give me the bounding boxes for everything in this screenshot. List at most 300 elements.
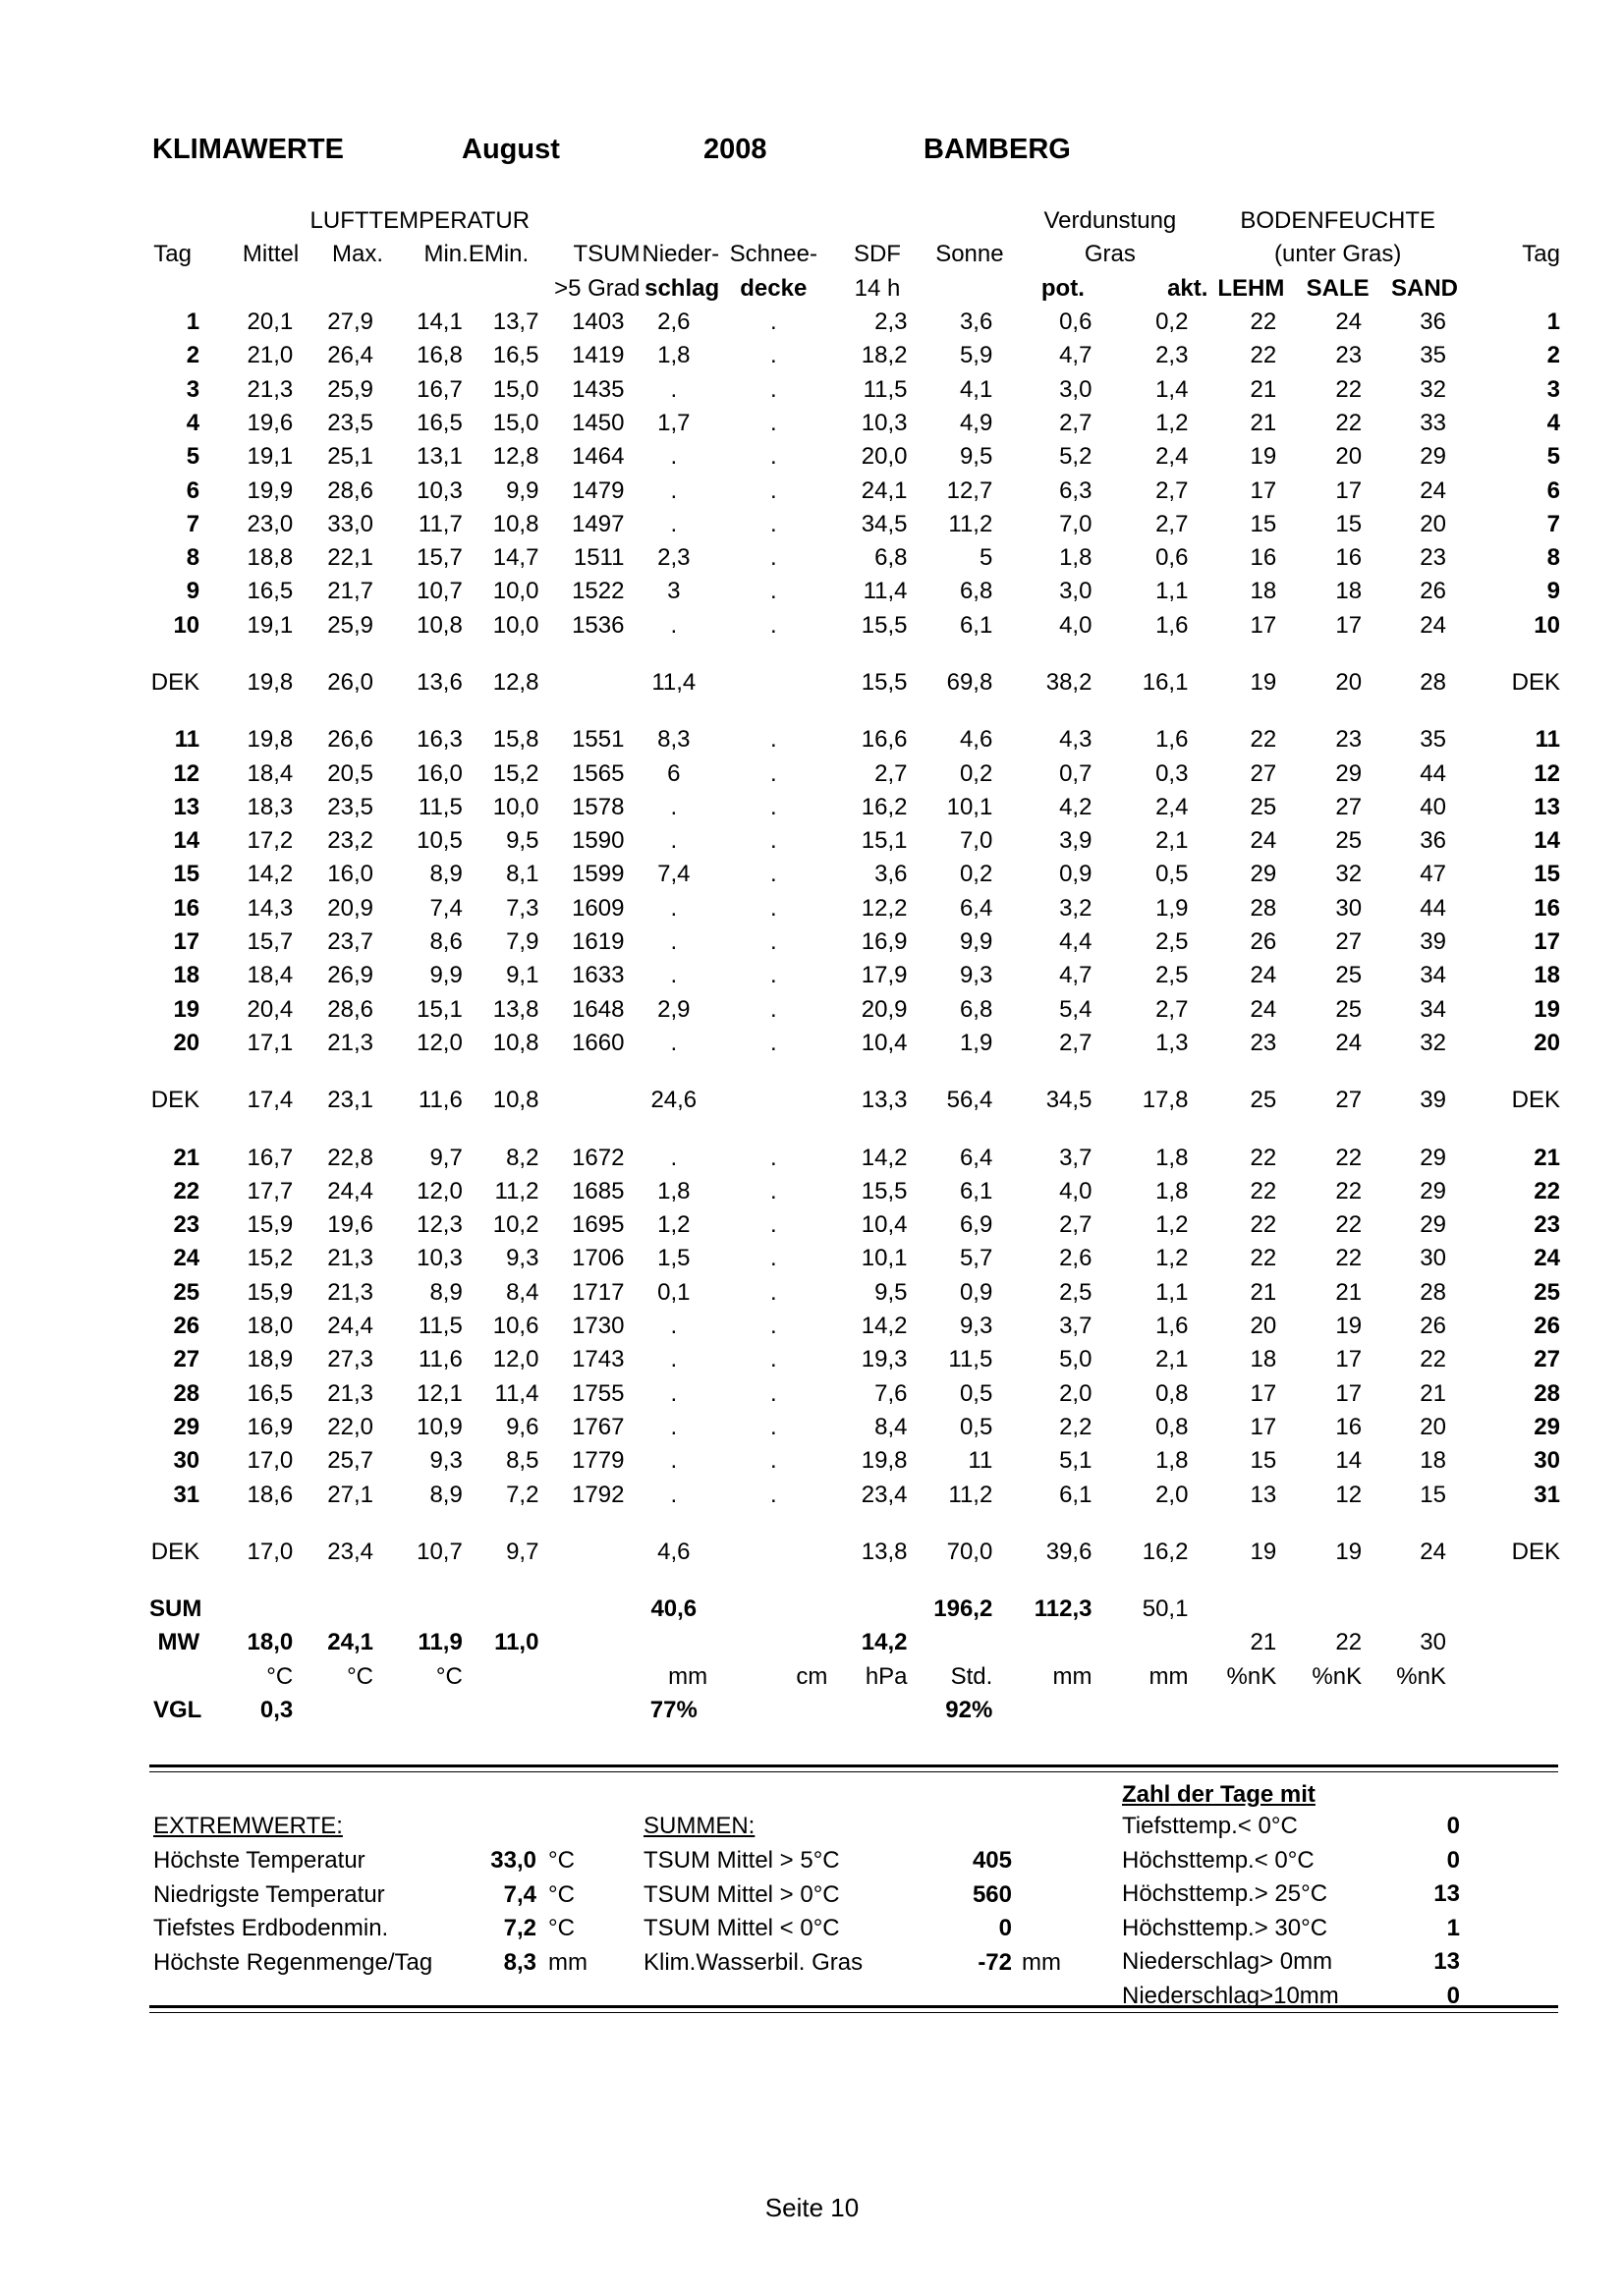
tsum-cell: 1619 [572,928,625,956]
tsum-cell: 1464 [572,443,625,471]
sonne-cell: 6,8 [959,995,993,1023]
max-cell: 20,9 [327,894,374,922]
lehm-cell: 26 [1250,928,1277,956]
spacer-row [145,1117,1560,1141]
sale-cell: 24 [1335,1029,1363,1056]
table-row [145,1175,1560,1208]
sale-cell: 17 [1335,611,1363,639]
tsum-cell: 1522 [572,578,625,605]
verd-pot-cell: 4,7 [1059,962,1092,989]
min-cell: 10,9 [417,1413,463,1440]
max-cell: 21,3 [327,1379,374,1407]
max-cell: 23,5 [327,793,374,820]
summary-sum-row [145,1593,1560,1626]
verd-akt-cell: 2,7 [1155,995,1189,1023]
emin-cell: 8,5 [506,1447,539,1475]
page-number: Seite 10 [764,2193,860,2222]
sonne-cell: 7,0 [959,827,993,855]
lehm-cell: 18 [1250,578,1277,605]
sonne-cell: 3,6 [959,308,993,336]
lehm-cell: 18 [1250,1346,1277,1373]
emin-cell: 12,0 [492,1346,539,1373]
verd-pot-cell: 2,0 [1059,1379,1092,1407]
schneedecke-cell: . [769,611,777,639]
emin-cell: 15,0 [492,409,539,436]
min-cell: 10,5 [417,827,463,855]
mittel-cell: 15,9 [247,1278,294,1306]
niederschlag-cell: 1,7 [657,409,691,436]
min-cell: 8,9 [429,1278,463,1306]
max-cell: 26,6 [327,726,374,754]
mittel-mw-cell: 18,0 [247,1629,294,1656]
min-cell: 12,0 [417,1177,463,1204]
min-cell: 11,6 [418,1346,463,1373]
lehm-cell: 24 [1250,827,1277,855]
emin-cell: 7,9 [506,928,539,956]
schneedecke-cell: . [769,759,777,787]
sonne-cell: 5,7 [959,1245,993,1272]
table-row [145,1141,1560,1174]
tsum-cell: 1419 [572,342,625,369]
tsum-cell: 1599 [572,861,625,888]
spacer-row [145,1060,1560,1084]
verd-akt-cell: 0,8 [1155,1413,1189,1440]
emin-cell: 15,2 [492,759,539,787]
sonne-cell: 4,6 [959,726,993,754]
bottom-rule [149,2005,1558,2008]
sale-cell: 15 [1335,510,1363,537]
tag-cell: 8 [186,544,200,572]
emin-vgl-cell [469,1694,547,1727]
max-cell: 23,7 [327,928,374,956]
emin-cell: 9,9 [506,476,539,504]
section-rule-thin [149,1771,1558,1772]
spacer-cell [145,643,1560,666]
sdf-cell: 16,9 [861,928,908,956]
sonne-cell: 11,5 [948,1346,993,1373]
bottom-rule-thin [149,2012,1558,2013]
tag-dek-cell: DEK [150,1087,200,1114]
sand-cell: 36 [1420,827,1446,855]
tag-cell: 5 [186,443,200,471]
tsum-cell: 1706 [572,1245,625,1272]
lehm-cell: 13 [1250,1481,1277,1508]
sale-cell: 18 [1335,578,1363,605]
daycount-label: Niederschlag> 0mm [1122,1948,1333,1975]
sonne-cell: 9,3 [959,1313,993,1340]
header-cell [383,272,469,306]
min-cell: 13,1 [417,443,463,471]
sdf-cell: 12,2 [861,894,908,922]
spacer-row [145,1512,1560,1536]
max-cell: 26,4 [327,342,374,369]
lehm-cell: 24 [1250,995,1277,1023]
extremes-heading: EXTREMWERTE: [153,1813,343,1839]
tag-units-cell [145,1660,199,1694]
emin-cell: 11,2 [494,1177,539,1204]
sand-cell: 33 [1420,409,1446,436]
table-row [145,892,1560,925]
sdf-cell: 15,5 [861,1177,908,1204]
verd-pot-cell: 2,7 [1059,1029,1092,1056]
tag-cell: 1 [186,308,200,336]
sonne-cell: 11 [968,1447,993,1475]
min-cell: 15,7 [417,544,463,572]
tsum-cell: 1536 [572,611,625,639]
niederschlag-cell: . [670,1029,678,1056]
sonne-vgl-cell: 92% [945,1697,993,1724]
emin-cell: 9,6 [506,1413,539,1440]
sonne-cell: 6,1 [959,611,993,639]
lehm-cell: 15 [1250,1447,1277,1475]
tsum-dek-cell [546,666,640,700]
verd-pot-cell: 2,6 [1059,1245,1092,1272]
table-row [145,474,1560,507]
spacer-cell [145,1512,1560,1536]
tsum-cell: 1685 [572,1177,625,1204]
tag-right-cell: 10 [1534,611,1560,639]
max-cell: 21,7 [327,578,374,605]
verd-pot-cell: 0,7 [1059,759,1092,787]
verd-akt-cell: 0,5 [1155,861,1189,888]
sand-mw-cell: 30 [1420,1629,1446,1656]
schneedecke-cell: . [769,1278,777,1306]
header-lehm: LEHM [1217,274,1285,302]
tsum-cell: 1497 [572,510,625,537]
sale-cell: 22 [1335,1245,1363,1272]
tag-cell: 18 [173,962,200,989]
sdf-cell: 10,1 [861,1245,908,1272]
sale-units-cell: %nK [1312,1662,1363,1690]
sonne-cell: 6,9 [959,1211,993,1239]
emin-cell: 8,4 [506,1278,539,1306]
sale-cell: 23 [1335,342,1363,369]
verd-akt-cell: 0,6 [1155,544,1189,572]
mittel-cell: 17,1 [247,1029,294,1056]
lehm-cell: 23 [1250,1029,1277,1056]
emin-cell: 16,5 [492,342,539,369]
min-cell: 12,1 [417,1379,463,1407]
section-rule [149,1764,1558,1767]
tag-cell: 23 [173,1211,200,1239]
sdf-vgl-cell [827,1694,926,1727]
niederschlag-cell: . [670,962,678,989]
niederschlag-cell: 3 [667,578,681,605]
sdf-dek-cell: 13,8 [861,1538,908,1565]
sonne-cell: 10,1 [946,793,993,820]
sum-label: TSUM Mittel < 0°C [644,1915,840,1941]
niederschlag-cell: . [670,476,678,504]
verd-akt-cell: 1,4 [1155,375,1189,403]
lehm-dek-cell: 19 [1250,669,1277,696]
mittel-units-cell: °C [266,1662,294,1690]
niederschlag-cell: . [670,1144,678,1171]
mittel-cell: 17,7 [247,1177,294,1204]
mittel-cell: 18,3 [247,793,294,820]
tag-right-dek-cell: DEK [1511,1087,1560,1114]
extreme-value: 33,0 [490,1847,536,1874]
tag-right-cell: 23 [1534,1211,1560,1239]
sdf-cell: 20,9 [861,995,908,1023]
verd-pot-vgl-cell [1012,1694,1113,1727]
verd-pot-cell: 3,7 [1059,1313,1092,1340]
min-cell: 9,3 [429,1447,463,1475]
sum-unit: mm [1022,1948,1061,1976]
header-niederschlag: Nieder- [642,241,720,268]
emin-cell: 12,8 [492,443,539,471]
niederschlag-cell: . [670,1313,678,1340]
sdf-cell: 10,4 [861,1029,908,1056]
niederschlag-cell: . [670,1346,678,1373]
verd-pot-cell: 3,0 [1059,578,1092,605]
daycount-heading: Zahl der Tage mit [1122,1781,1316,1808]
table-row [145,575,1560,608]
niederschlag-units-cell: mm [668,1662,708,1690]
tag-cell: 7 [186,510,200,537]
verd-pot-cell: 3,0 [1059,375,1092,403]
lehm-cell: 20 [1250,1313,1277,1340]
sand-cell: 18 [1420,1447,1446,1475]
verd-akt-cell: 1,2 [1155,1245,1189,1272]
emin-cell: 13,8 [492,995,539,1023]
spacer-cell [145,1060,1560,1084]
sonne-cell: 0,5 [959,1413,993,1440]
table-row [145,541,1560,575]
tag-vgl-cell: VGL [153,1697,202,1724]
verd-akt-cell: 2,4 [1155,443,1189,471]
sand-cell: 39 [1420,928,1446,956]
tag-cell: 25 [173,1278,200,1306]
sdf-cell: 8,4 [874,1413,908,1440]
tag-cell: 13 [173,793,200,820]
niederschlag-cell: . [670,1413,678,1440]
extreme-label: Niedrigste Temperatur [153,1880,385,1908]
mittel-cell: 16,5 [247,1379,294,1407]
dek-row [145,1084,1560,1117]
sonne-cell: 9,5 [959,443,993,471]
spacer-row [145,700,1560,723]
max-cell: 21,3 [327,1245,374,1272]
verd-akt-cell: 1,9 [1155,894,1189,922]
emin-dek-cell: 12,8 [492,669,539,696]
tag-right-vgl-cell [1468,1694,1560,1727]
tag-cell: 15 [173,861,200,888]
min-cell: 16,7 [417,375,463,403]
schneedecke-cell: . [769,308,777,336]
tag-right-cell: 27 [1534,1346,1560,1373]
tag-cell: 17 [173,928,200,956]
max-units-cell: °C [347,1662,374,1690]
lehm-cell: 22 [1250,1245,1277,1272]
emin-dek-cell: 10,8 [492,1087,539,1114]
mittel-cell: 19,6 [247,409,294,436]
schneedecke-cell: . [769,726,777,754]
verd-akt-cell: 0,8 [1155,1379,1189,1407]
table-row [145,824,1560,858]
min-dek-cell: 11,6 [418,1087,463,1114]
header-row-1 [145,204,1560,238]
lehm-cell: 22 [1250,1177,1277,1204]
max-cell: 28,6 [327,995,374,1023]
max-cell: 27,1 [327,1481,374,1508]
sand-cell: 29 [1420,1177,1446,1204]
min-dek-cell: 10,7 [417,1538,463,1565]
sand-dek-cell: 39 [1420,1087,1446,1114]
sand-cell: 20 [1420,1413,1446,1440]
sum-label: Klim.Wasserbil. Gras [644,1948,864,1976]
sand-cell: 29 [1420,1211,1446,1239]
verd-pot-cell: 5,0 [1059,1346,1092,1373]
emin-cell: 15,0 [492,375,539,403]
sdf-cell: 3,6 [874,861,908,888]
niederschlag-cell: . [670,1447,678,1475]
mittel-cell: 16,7 [247,1144,294,1171]
sand-cell: 26 [1420,1313,1446,1340]
verd-pot-cell: 1,8 [1059,544,1092,572]
niederschlag-cell: 2,3 [657,544,691,572]
header-row-2 [145,238,1560,271]
max-cell: 25,7 [327,1447,374,1475]
verd-pot-dek-cell: 39,6 [1045,1538,1092,1565]
header-mittel: Mittel [242,241,300,268]
sdf-mw-cell: 14,2 [861,1629,908,1656]
extreme-unit: mm [548,1948,588,1976]
max-cell: 19,6 [327,1211,374,1239]
doc-year: 2008 [703,134,767,165]
verd-pot-cell: 2,7 [1059,409,1092,436]
verd-pot-cell: 6,3 [1059,476,1092,504]
verd-pot-cell: 5,2 [1059,443,1092,471]
schneedecke-cell: . [769,1245,777,1272]
sonne-dek-cell: 56,4 [946,1087,993,1114]
sonne-mw-cell [927,1626,1013,1659]
header-cell [827,204,926,238]
sale-sum-cell [1294,1593,1381,1626]
tsum-cell: 1779 [572,1447,625,1475]
tsum-cell: 1403 [572,308,625,336]
sand-cell: 36 [1420,308,1446,336]
max-dek-cell: 26,0 [327,669,374,696]
emin-cell: 10,2 [492,1211,539,1239]
min-cell: 15,1 [417,995,463,1023]
schneedecke-dek-cell [719,1084,827,1117]
sonne-cell: 12,7 [946,476,993,504]
tsum-dek-cell [546,1084,640,1117]
emin-dek-cell: 9,7 [506,1538,539,1565]
sdf-sum-cell [827,1593,926,1626]
lehm-cell: 17 [1250,1413,1277,1440]
sale-cell: 17 [1335,1346,1363,1373]
mittel-cell: 23,0 [247,510,294,537]
verd-pot-cell: 4,4 [1059,928,1092,956]
doc-month: August [462,134,560,165]
min-cell: 11,5 [418,1313,463,1340]
sonne-units-cell: Std. [950,1662,993,1690]
sand-cell: 34 [1420,962,1446,989]
max-cell: 26,9 [327,962,374,989]
extreme-value: 7,4 [503,1880,536,1908]
tsum-cell: 1792 [572,1481,625,1508]
mittel-cell: 15,2 [247,1245,294,1272]
verd-akt-cell: 2,3 [1155,342,1189,369]
tag-right-mw-cell [1468,1626,1560,1659]
tag-right-cell: 3 [1546,375,1560,403]
tsum-cell: 1672 [572,1144,625,1171]
verd-akt-cell: 1,3 [1155,1029,1189,1056]
min-dek-cell: 13,6 [417,669,463,696]
extreme-value: 8,3 [503,1948,536,1976]
sand-cell: 26 [1420,578,1446,605]
verd-akt-cell: 0,3 [1155,759,1189,787]
header-cell [469,272,547,306]
tag-mw-cell: MW [157,1629,200,1656]
tag-right-cell: 6 [1546,476,1560,504]
min-cell: 11,5 [418,793,463,820]
emin-cell: 8,2 [506,1144,539,1171]
extreme-unit: °C [548,1847,575,1874]
table-row [145,1310,1560,1343]
mittel-cell: 21,0 [247,342,294,369]
sand-cell: 29 [1420,1144,1446,1171]
tag-right-cell: 20 [1534,1029,1560,1056]
header-unter-gras: (unter Gras) [1274,241,1402,268]
verd-akt-dek-cell: 16,2 [1142,1538,1189,1565]
max-dek-cell: 23,1 [327,1087,374,1114]
sonne-cell: 6,4 [959,1144,993,1171]
max-cell: 22,0 [327,1413,374,1440]
emin-cell: 10,8 [492,1029,539,1056]
emin-cell: 10,0 [492,611,539,639]
tag-cell: 4 [186,409,200,436]
schneedecke-cell: . [769,409,777,436]
table-row [145,1478,1560,1511]
max-cell: 22,1 [327,544,374,572]
schneedecke-cell: . [769,962,777,989]
header-cell [1468,272,1560,306]
tag-cell: 12 [173,759,200,787]
sand-cell: 35 [1420,342,1446,369]
daycount-label: Höchsttemp.> 30°C [1122,1914,1328,1941]
tsum-sum-cell [546,1593,640,1626]
verd-akt-cell: 1,2 [1155,1211,1189,1239]
tag-cell: 24 [173,1245,200,1272]
tag-cell: 10 [173,611,200,639]
tsum-cell: 1565 [572,759,625,787]
tag-right-cell: 13 [1534,793,1560,820]
verd-akt-cell: 2,7 [1155,510,1189,537]
min-cell: 10,3 [417,1245,463,1272]
table-row [145,993,1560,1027]
min-cell: 12,0 [417,1029,463,1056]
sand-cell: 44 [1420,894,1446,922]
table-row [145,1444,1560,1478]
schneedecke-cell: . [769,861,777,888]
dek-row [145,666,1560,700]
verd-akt-cell: 1,2 [1155,409,1189,436]
verd-akt-cell: 1,8 [1155,1177,1189,1204]
verd-akt-cell: 2,7 [1155,476,1189,504]
min-mw-cell: 11,9 [418,1629,463,1656]
sdf-cell: 2,7 [874,759,908,787]
sonne-cell: 6,1 [959,1177,993,1204]
header-decke: decke [740,274,808,302]
sonne-cell: 11,2 [948,510,993,537]
sale-cell: 23 [1335,726,1363,754]
sand-cell: 44 [1420,759,1446,787]
extreme-unit: °C [548,1880,575,1908]
lehm-cell: 15 [1250,510,1277,537]
tag-right-cell: 22 [1534,1177,1560,1204]
